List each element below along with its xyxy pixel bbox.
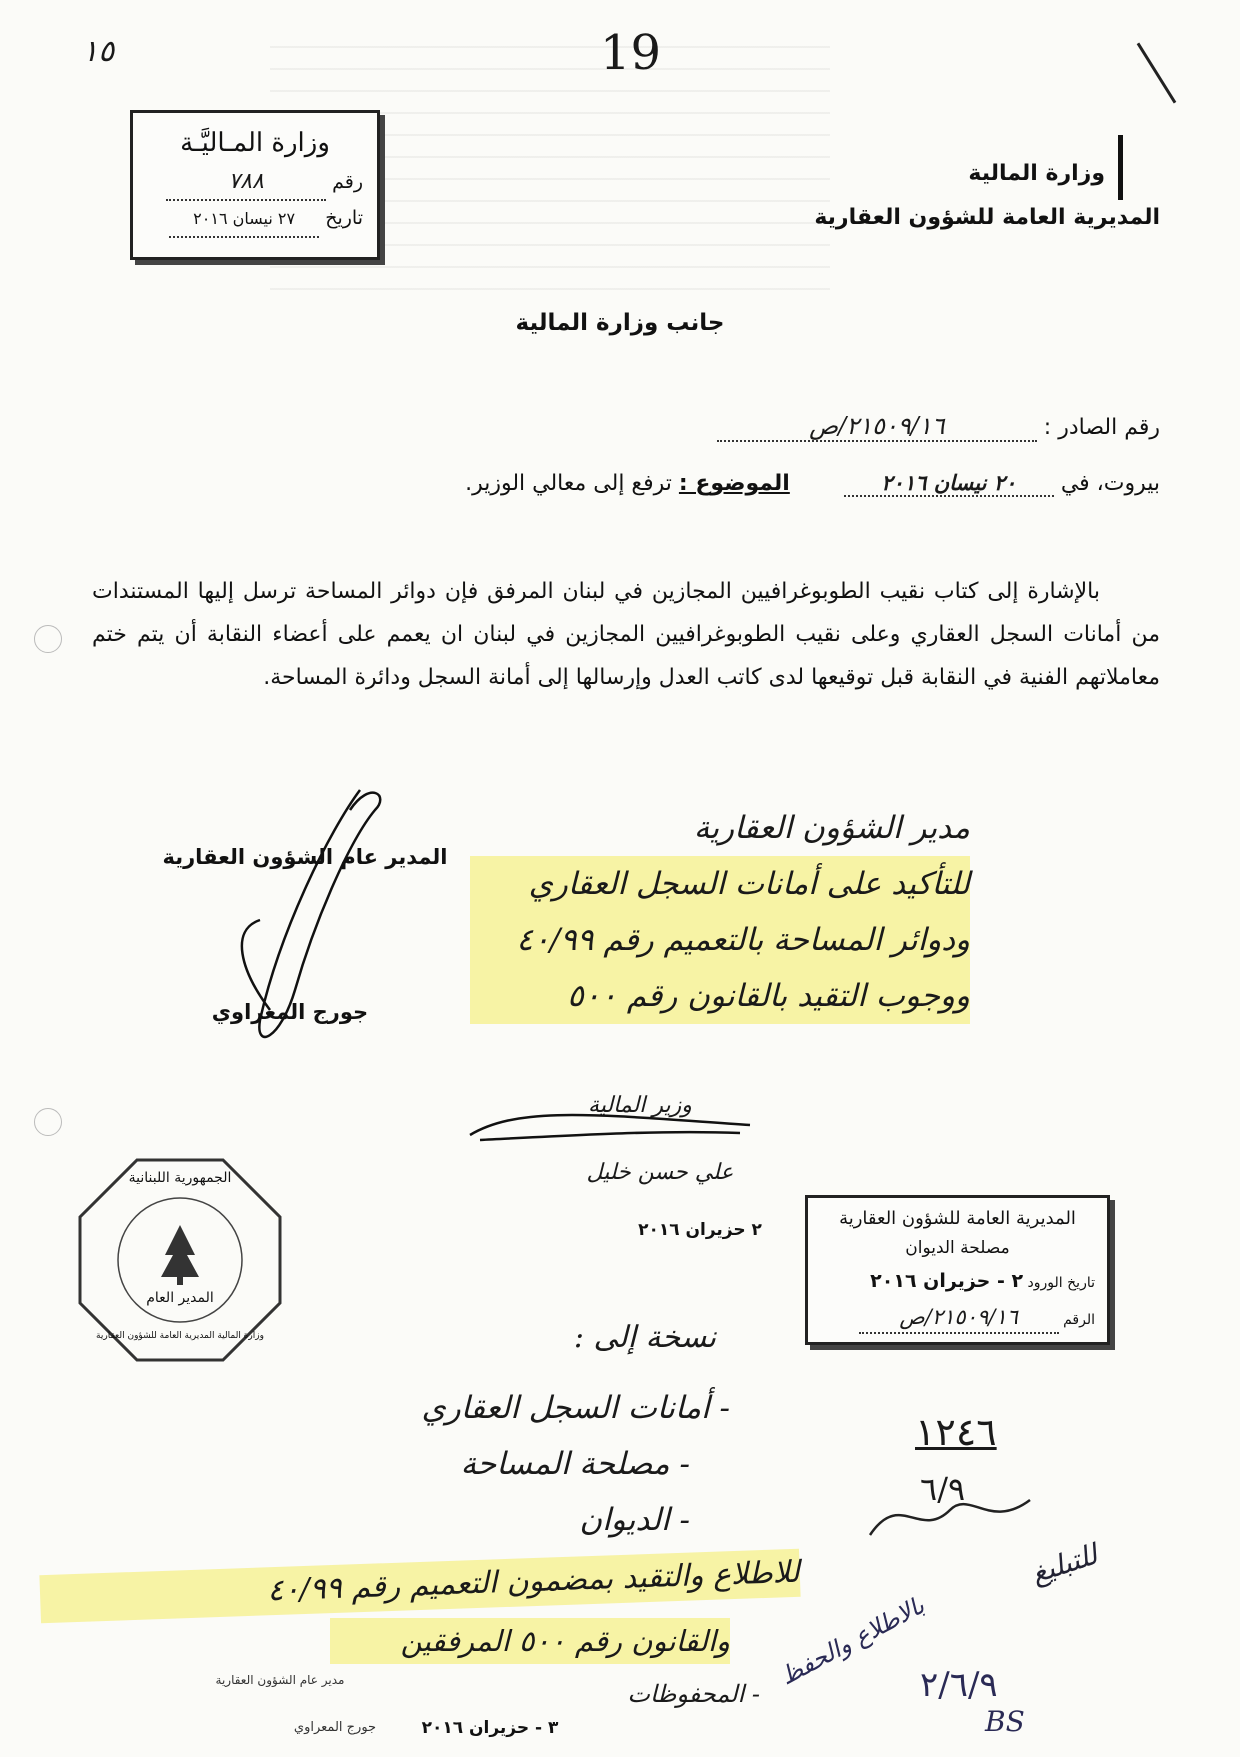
margin-number: ١٢٤٦ <box>915 1410 997 1454</box>
header-bar <box>1118 135 1123 200</box>
margin-bottom-note-1: للتبليغ <box>1027 1537 1102 1590</box>
seal-ring-text: وزارة المالية المديرية العامة للشؤون العقارية <box>96 1331 264 1341</box>
body-paragraph: بالإشارة إلى كتاب نقيب الطوبوغرافيين المجازين في لبنان المرفق فإن دوائر المساحة ترسل إليها المستندات من أمانات السجل العقاري وعلى نقيب الطوبوغرافيين المجازين في لبنان ان يعمم على أعضاء النقابة أن يتم ختم معاملاتهم الفنية في النقابة قبل توقيعها لدى كاتب العدل وإرسالها إلى أمانة السجل ودائرة المساحة. <box>92 579 1160 690</box>
distribution-item-2: - مصلحة المساحة <box>460 1446 690 1482</box>
footer-caption: مدير عام الشؤون العقارية <box>215 1673 345 1687</box>
incoming-stamp <box>805 1195 1110 1345</box>
corner-note: ١٥ <box>82 34 115 69</box>
annotation-line-3: ودوائر المساحة بالتعميم رقم ٤٠/٩٩ <box>470 912 970 968</box>
annotation-line-1: مدير الشؤون العقارية <box>693 810 970 846</box>
registry-number-row <box>147 165 363 201</box>
footer-date: ٣ - حزيران ٢٠١٦ <box>421 1718 559 1738</box>
signatory-name: جورج المعراوي <box>211 1000 369 1024</box>
registry-date-row <box>147 201 363 238</box>
header <box>740 152 1160 240</box>
addressee: جانب وزارة المالية <box>515 310 725 336</box>
distribution-list <box>290 1380 730 1548</box>
incoming-number-value: ٢١٥٠٩/١٦/ص <box>859 1302 1059 1334</box>
signatory-role: المدير عام الشؤون العقارية <box>162 845 448 869</box>
minister-title: وزير المالية <box>588 1093 692 1118</box>
footer-name: جورج المعراوي <box>293 1720 377 1735</box>
registry-date-label: تاريخ <box>325 207 363 229</box>
minister-annotation <box>470 800 970 1024</box>
margin-date: ٦/٩ <box>920 1470 966 1508</box>
seal-center-text: المدير العام <box>146 1290 214 1306</box>
subject-label: الموضوع : <box>678 471 790 496</box>
annotation-line-2: للتأكيد على أمانات السجل العقاري <box>470 856 970 912</box>
minister-signature <box>460 1095 760 1155</box>
incoming-date-value: ٢ - حزيران ٢٠١٦ <box>870 1270 1024 1292</box>
date-subject-row <box>260 470 1160 497</box>
issue-number-label: رقم الصادر : <box>1043 415 1160 440</box>
incoming-stamp-line1: المديرية العامة للشؤون العقارية <box>839 1208 1076 1229</box>
incoming-date-label: تاريخ الورود <box>1027 1275 1095 1291</box>
incoming-number-row <box>820 1302 1095 1335</box>
cedar-icon <box>161 1225 199 1277</box>
date-place: بيروت، في <box>1060 471 1160 496</box>
registry-stamp <box>130 110 380 260</box>
issue-number-row <box>460 412 1160 442</box>
distribution-archive: - المحفوظات <box>627 1680 760 1708</box>
handwritten-page-number: 19 <box>600 25 662 81</box>
minister-date: ٢ حزيران ٢٠١٦ <box>638 1220 762 1240</box>
distribution-instruction-1: للاطلاع والتقيد بمضمون التعميم رقم ٤٠/٩٩ <box>39 1549 800 1623</box>
incoming-date-row <box>820 1262 1095 1302</box>
registry-number-value: ٧٨٨ <box>166 165 326 201</box>
corner-stroke <box>1137 43 1177 104</box>
distribution-item-1: - أمانات السجل العقاري <box>421 1390 730 1426</box>
incoming-stamp-line2: مصلحة الديوان <box>905 1238 1010 1258</box>
registry-number-label: رقم <box>332 171 363 193</box>
distribution-header: نسخة إلى : <box>573 1320 717 1355</box>
directorate-name: المديرية العامة للشؤون العقارية <box>814 205 1160 230</box>
subject-text: ترفع إلى معالي الوزير. <box>465 471 672 496</box>
margin-scribble <box>860 1480 1040 1550</box>
margin-bottom-note-3: ٢/٦/٩ <box>920 1665 998 1705</box>
margin-bottom-note-2: بالاطلاع والحفظ <box>775 1591 930 1691</box>
punch-hole-top <box>34 625 62 653</box>
date-value: ٢٠ نيسان ٢٠١٦ <box>844 470 1054 497</box>
annotation-line-4: ووجوب التقيد بالقانون رقم ٥٠٠ <box>470 968 970 1024</box>
distribution-item-3: - الديوان <box>579 1502 690 1538</box>
minister-name: علي حسن خليل <box>586 1160 734 1185</box>
ministry-name: وزارة المالية <box>968 161 1105 186</box>
margin-bottom-note-4: BS <box>985 1705 1025 1738</box>
seal-top-text: الجمهورية اللبنانية <box>128 1170 232 1186</box>
registry-stamp-title: وزارة المـاليَّـة <box>180 128 330 158</box>
incoming-number-label: الرقم <box>1063 1312 1095 1328</box>
distribution-instruction-2: والقانون رقم ٥٠٠ المرفقين <box>330 1618 730 1664</box>
punch-hole-bottom <box>34 1108 62 1136</box>
issue-number-value: ٢١٥٠٩/١٦/ص <box>717 412 1037 442</box>
registry-date-value: ٢٧ نيسان ٢٠١٦ <box>169 202 319 238</box>
signatory-signature <box>200 770 410 1070</box>
